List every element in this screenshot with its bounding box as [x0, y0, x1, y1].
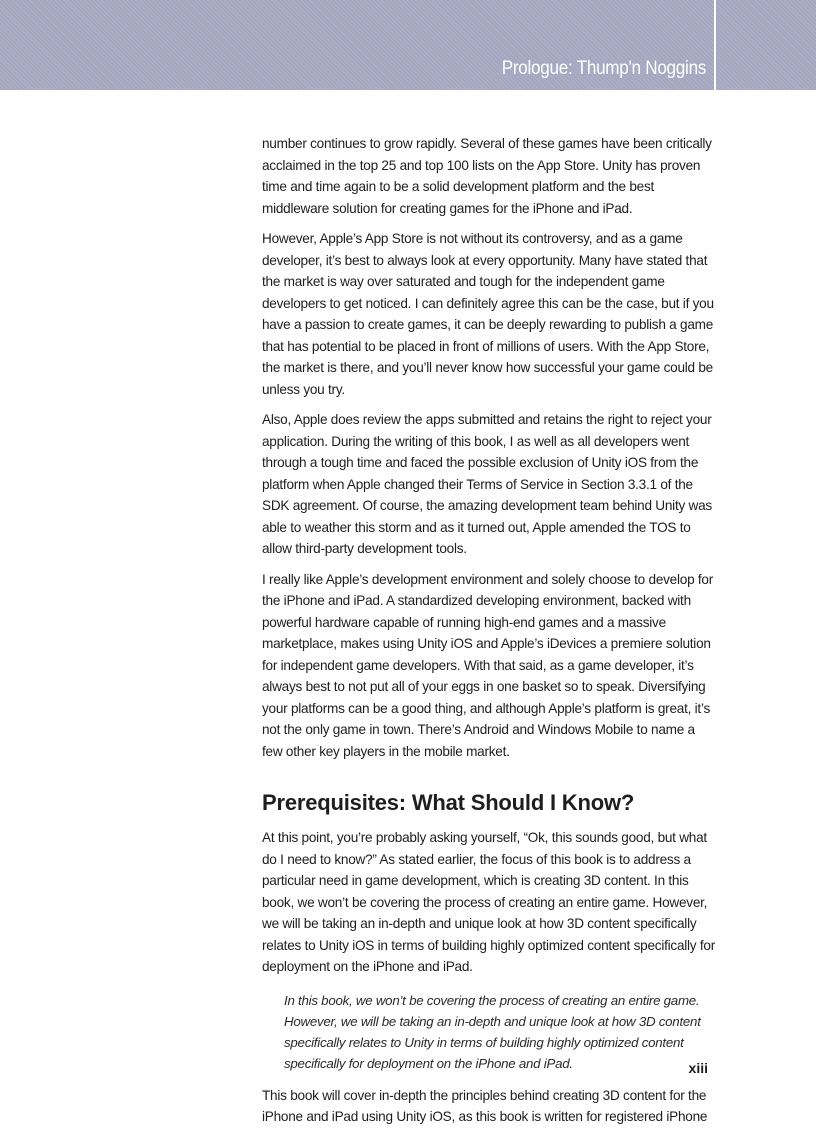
body-paragraph: number continues to grow rapidly. Several of these games have been critically acclaimed in the top 25 and top 100 lists on the App Store. Unity has proven time and time again to be a solid development platform and the best middleware solution for creating games for the iPhone and iPad. [262, 136, 712, 216]
header-divider [714, 0, 716, 90]
body-paragraph: However, Apple’s App Store is not without its controversy, and as a game developer, it’s best to always look at every opportunity. Many have stated that the market is way over saturated and tough for the independent game developers to get noticed. I can definitely agree this can be the case, but if you have a passion to create games, it can be deeply rewarding to publish a game that has potential to be placed in front of millions of users. With the App Store, the market is there, and you’ll never know how successful your game could be unless you try. [262, 231, 714, 397]
pull-quote: In this book, we won’t be covering the process of creating an entire game. However, we will be taking an in-depth and unique look at how 3D content specifically relates to Unity in terms of building highly optimized content specifically for deployment on the iPhone and iPad. [284, 992, 701, 1071]
body-paragraph: I really like Apple’s development environment and solely choose to develop for the iPhone and iPad. A standardized developing environment, backed with powerful hardware capable of running high-end games and a massive marketplace, makes using Unity iOS and Apple’s iDevices a premiere solution for independent game developers. With that said, as a game developer, it’s always best to not put all of your eggs in one basket so to speak. Diversifying your platforms can be a good thing, and although Apple’s platform is great, it’s not the only game in town. There’s Android and Windows Mobile to name a few other key players in the mobile market. [262, 571, 714, 759]
body-paragraph: This book will cover in-depth the principles behind creating 3D content for the iPhone and iPad using Unity iOS, as this book is written for registered iPhone [262, 1087, 708, 1124]
body-paragraph: At this point, you’re probably asking yourself, “Ok, this sounds good, but what do I need to know?” As stated earlier, the focus of this book is to address a particular need in game development, which is creating 3D content. In this book, we won’t be covering the process of creating an entire game. However, we will be taking an in-depth and unique look at how 3D content specifically relates to Unity iOS in terms of building highly optimized content specifically for deployment on the iPhone and iPad. [262, 830, 715, 974]
page-number: xiii [688, 1060, 708, 1076]
page-body [262, 133, 716, 1137]
body-paragraph: Also, Apple does review the apps submitted and retains the right to reject your application. During the writing of this book, I as well as all developers went through a tough time and faced the possible exclusion of Unity iOS from the platform when Apple changed their Terms of Service in Section 3.3.1 of the SDK agreement. Of course, the amazing development team behind Unity was able to weather this storm and as it turned out, Apple amended the TOS to allow third-party development tools. [262, 412, 712, 556]
running-title: Prologue: Thump'n Noggins [501, 58, 706, 79]
section-heading: Prerequisites: What Should I Know? [262, 790, 635, 815]
